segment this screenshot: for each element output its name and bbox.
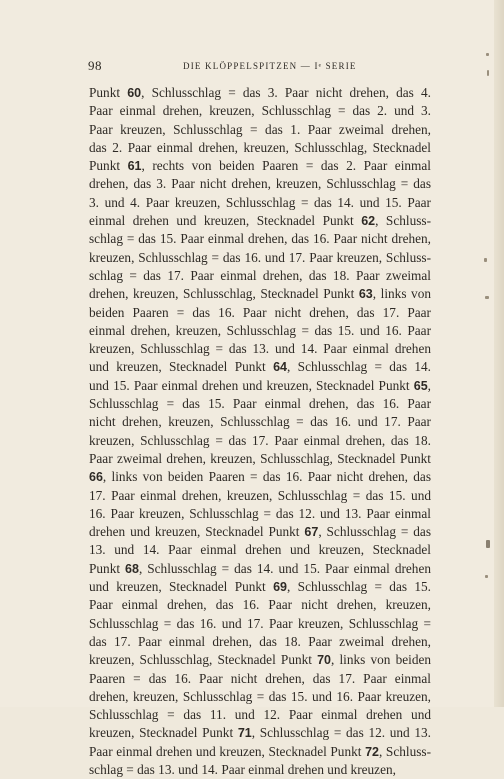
text-line: 17. Paar einmal drehen, kreuzen, Schlusschlag = das 15. und — [89, 487, 431, 503]
text-line: 16. Paar kreuzen, Schlusschlag = das 12. und 13. Paar einmal — [89, 505, 431, 521]
page-header — [88, 58, 428, 74]
text-line: Punkt 68, Schlusschlag = das 14. und 15. Paar einmal drehen — [89, 560, 432, 576]
text-line: Paar einmal drehen, kreuzen, Schlusschlag = das 2. und 3. — [89, 103, 431, 119]
text-line: kreuzen, Schlusschlag = das 16. und 17. Paar kreuzen, Schluss- — [89, 249, 431, 265]
text-line: Schlusschlag = das 16. und 17. Paar kreuzen, Schlusschlag = — [89, 615, 431, 631]
text-line: drehen, kreuzen, Schlusschlag, Stecknadel Punkt 63, links von — [89, 286, 432, 302]
text-line: das 17. Paar einmal drehen, das 18. Paar zweimal drehen, — [89, 633, 431, 649]
text-line: kreuzen, Schlusschlag, Stecknadel Punkt 70, links von beiden — [89, 652, 432, 668]
text-line: Schlusschlag = das 11. und 12. Paar einmal drehen und — [89, 707, 431, 723]
text-line: kreuzen, Stecknadel Punkt 71, Schlusschlag = das 12. und 13. — [89, 725, 431, 741]
text-line: beiden Paaren = das 16. Paar nicht drehen, das 17. Paar — [89, 304, 431, 320]
text-line: 66, links von beiden Paaren = das 16. Paar nicht drehen, das — [89, 469, 431, 485]
margin-mark — [485, 575, 488, 578]
text-line: Punkt 61, rechts von beiden Paaren = das 2. Paar einmal — [89, 158, 431, 174]
page-number: 98 — [88, 58, 102, 73]
text-line: Paar einmal drehen und kreuzen, Stecknadel Punkt 72, Schluss- — [89, 743, 431, 759]
body-text — [89, 84, 431, 779]
text-line: drehen, das 3. Paar nicht drehen, kreuzen, Schlusschlag = das — [89, 176, 431, 192]
margin-mark — [486, 540, 490, 548]
page-edge — [494, 0, 504, 707]
text-line: Paar kreuzen, Schlusschlag = das 1. Paar zweimal drehen, — [89, 121, 431, 137]
text-line: 3. und 4. Paar kreuzen, Schlusschlag = das 14. und 15. Paar — [89, 194, 431, 210]
text-line: Paar zweimal drehen, kreuzen, Schlusschlag, Stecknadel Punkt — [89, 450, 431, 466]
text-line: und kreuzen, Stecknadel Punkt 69, Schlusschlag = das 15. — [89, 579, 431, 595]
text-line: Paaren = das 16. Paar nicht drehen, das 17. Paar einmal — [89, 670, 431, 686]
text-line: drehen und kreuzen, Stecknadel Punkt 67, Schlusschlag = das — [89, 524, 431, 540]
text-line: Schlusschlag = das 15. Paar einmal drehen, das 16. Paar — [89, 396, 431, 412]
margin-mark — [485, 296, 489, 299]
text-line: drehen, kreuzen, Schlusschlag = das 15. und 16. Paar kreuzen, — [89, 688, 431, 704]
text-line: schlag = das 17. Paar einmal drehen, das 18. Paar zweimal — [89, 267, 431, 283]
text-line: 13. und 14. Paar einmal drehen und kreuzen, Stecknadel — [89, 542, 431, 558]
margin-mark — [487, 70, 489, 76]
text-line: und kreuzen, Stecknadel Punkt 64, Schlusschlag = das 14. — [89, 359, 431, 375]
running-head: DIE KLÖPPELSPITZEN — Iᵉ SERIE — [183, 61, 357, 71]
text-line: einmal drehen, kreuzen, Schlusschlag = das 15. und 16. Paar — [89, 322, 431, 338]
text-line: schlag = das 13. und 14. Paar einmal drehen und kreuzen, — [89, 761, 396, 777]
text-line: kreuzen, Schlusschlag = das 13. und 14. Paar einmal drehen — [89, 341, 431, 357]
text-line: nicht drehen, kreuzen, Schlusschlag = das 16. und 17. Paar — [89, 414, 431, 430]
margin-mark — [486, 53, 489, 56]
text-line: Punkt 60, Schlusschlag = das 3. Paar nicht drehen, das 4. — [89, 85, 431, 100]
margin-mark — [484, 258, 487, 262]
text-line: einmal drehen und kreuzen, Stecknadel Punkt 62, Schluss- — [89, 213, 431, 229]
text-line: das 2. Paar einmal drehen, kreuzen, Schlusschlag, Stecknadel — [89, 139, 431, 155]
text-line: kreuzen, Schlusschlag = das 17. Paar einmal drehen, das 18. — [89, 432, 431, 448]
text-line: und 15. Paar einmal drehen und kreuzen, Stecknadel Punkt 65, — [89, 377, 431, 393]
text-line: Paar einmal drehen, das 16. Paar nicht drehen, kreuzen, — [89, 597, 431, 613]
text-line: schlag = das 15. Paar einmal drehen, das 16. Paar nicht drehen, — [89, 231, 431, 247]
